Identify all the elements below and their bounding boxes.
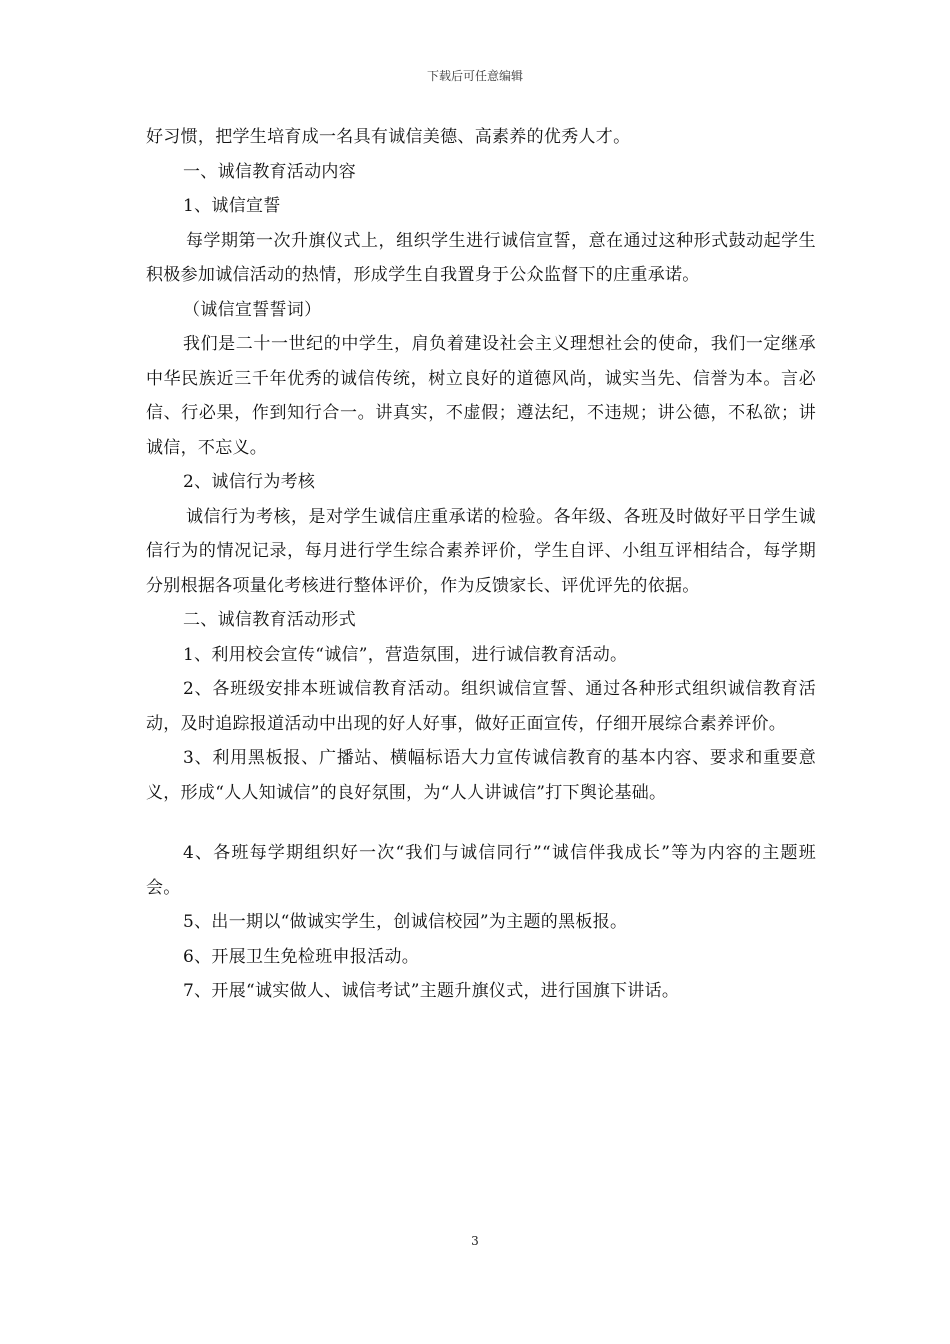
list-item-1: 1、利用校会宣传“诚信”，营造氛围，进行诚信教育活动。 [183, 644, 628, 665]
subheading-assessment: 2、诚信行为考核 [183, 472, 316, 492]
subheading-oath: 1、诚信宣誓 [183, 196, 281, 216]
document-body [146, 120, 816, 1009]
list-item-3: 3、利用黑板报、广播站、横幅标语大力宣传诚信教育的基本内容、要求和重要意义，形成“人人知诚信”的良好氛围，为“人人讲诚信”打下舆论基础。 [146, 748, 816, 803]
paragraph-continuation: 好习惯，把学生培育成一名具有诚信美德、高素养的优秀人才。 [146, 127, 631, 147]
list-item-7: 7、开展“诚实做人、诚信考试”主题升旗仪式，进行国旗下讲话。 [183, 981, 680, 1001]
page-header: 下载后可任意编辑 [426, 69, 523, 83]
section-heading-2: 二、诚信教育活动形式 [183, 610, 356, 630]
page-number: 3 [471, 1234, 479, 1248]
list-item-6: 6、开展卫生免检班申报活动。 [183, 946, 420, 967]
paragraph-oath-description: 每学期第一次升旗仪式上，组织学生进行诚信宣誓，意在通过这种形式鼓动起学生积极参加诚信活动的热情，形成学生自我置身于公众监督下的庄重承诺。 [146, 230, 816, 285]
paragraph-assessment: 诚信行为考核，是对学生诚信庄重承诺的检验。各年级、各班及时做好平日学生诚信行为的情况记录，每月进行学生综合素养评价，学生自评、小组互评相结合，每学期分别根据各项量化考核进行整体评价，作为反馈家长、评优评先的依据。 [146, 506, 816, 596]
list-item-2: 2、各班级安排本班诚信教育活动。组织诚信宣誓、通过各种形式组织诚信教育活动，及时追踪报道活动中出现的好人好事，做好正面宣传，仔细开展综合素养评价。 [146, 679, 816, 734]
oath-title: （诚信宣誓誓词） [183, 299, 322, 320]
section-heading-1: 一、诚信教育活动内容 [183, 161, 356, 182]
paragraph-oath-text: 我们是二十一世纪的中学生，肩负着建设社会主义理想社会的使命，我们一定继承中华民族近三千年优秀的诚信传统，树立良好的道德风尚，诚实当先、信誉为本。言必信、行必果，作到知行合一。讲真实，不虚假；遵法纪，不违规；讲公德，不私欲；讲诚信，不忘义。 [146, 334, 816, 458]
list-item-4: 4、各班每学期组织好一次“我们与诚信同行”“诚信伴我成长”等为内容的主题班会。 [146, 843, 816, 898]
list-item-5: 5、出一期以“做诚实学生，创诚信校园”为主题的黑板报。 [183, 912, 628, 932]
